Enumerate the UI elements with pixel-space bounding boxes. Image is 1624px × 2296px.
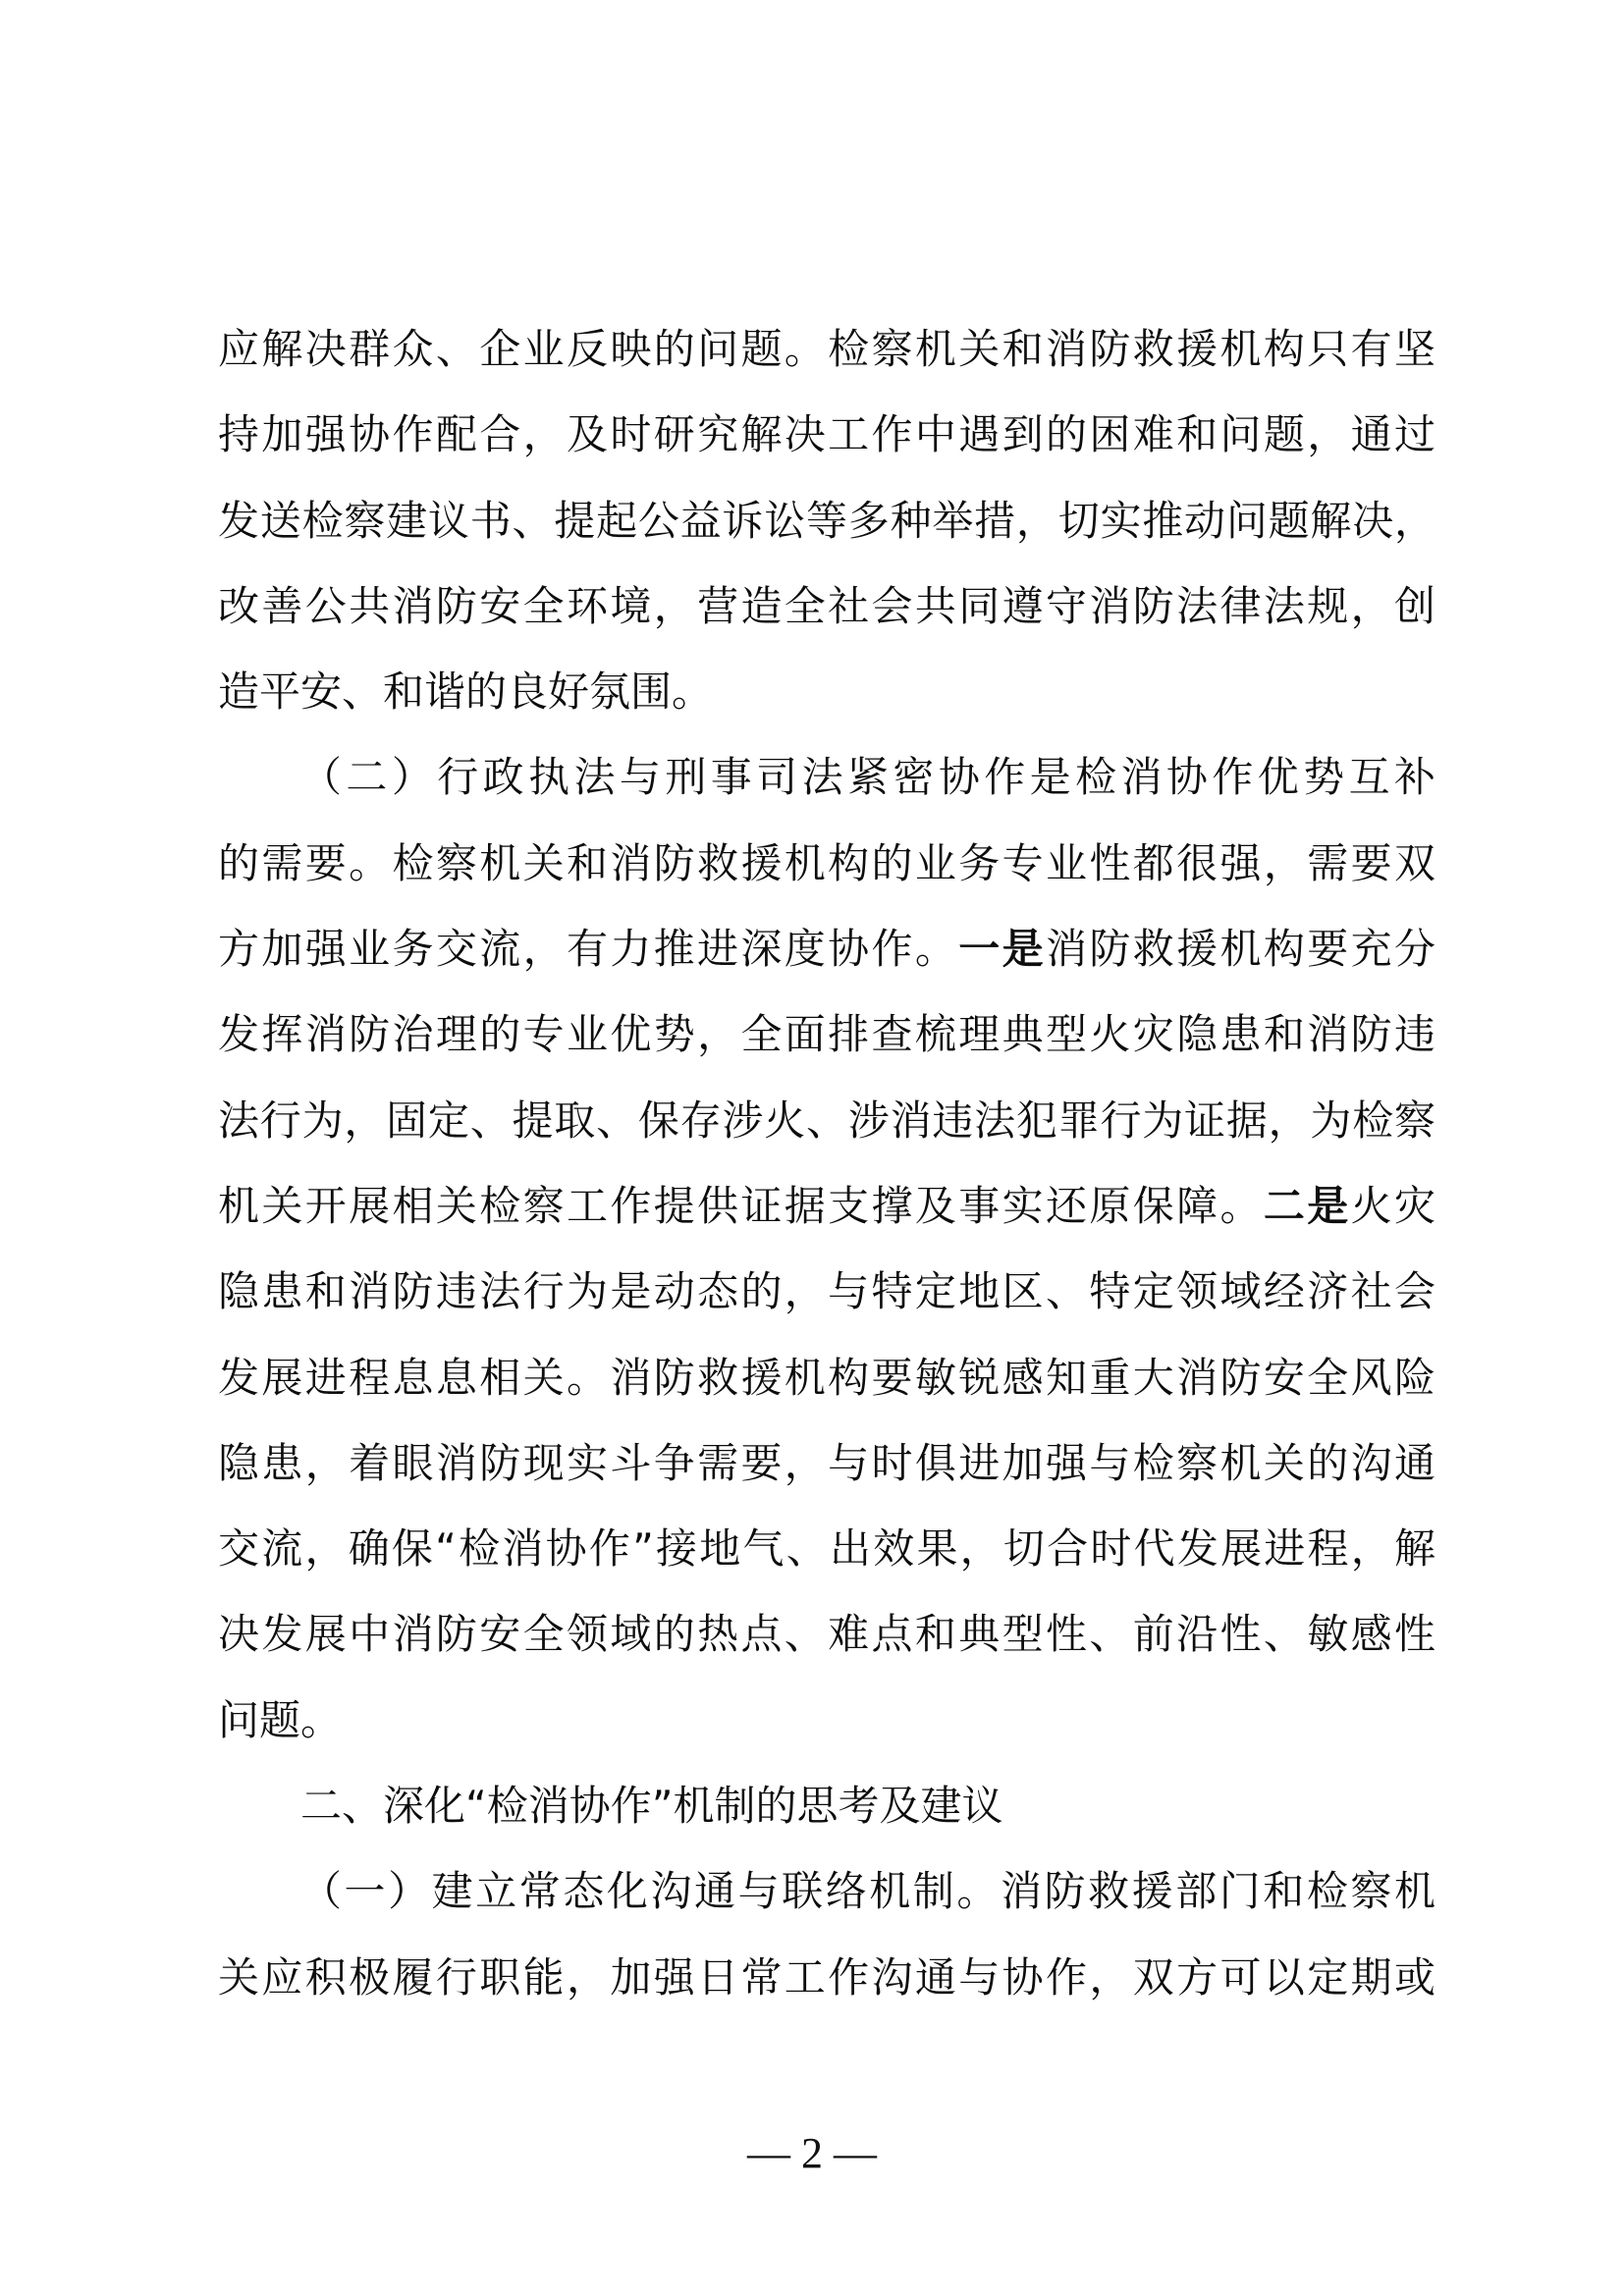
text-line: 发挥消防治理的专业优势，全面排查梳理典型火灾隐患和消防违: [218, 1010, 1435, 1059]
text-line: 的需要。检察机关和消防救援机构的业务专业性都很强，需要双: [218, 838, 1435, 887]
text-line: 改善公共消防安全环境，营造全社会共同遵守消防法律法规，创: [218, 581, 1435, 630]
section-heading: 二、深化“检消协作”机制的思考及建议: [300, 1782, 1003, 1831]
page-number: — 2 —: [747, 2129, 877, 2177]
text-line: 应解决群众、企业反映的问题。检察机关和消防救援机构只有坚: [218, 325, 1435, 373]
text-line: 持加强协作配合，及时研究解决工作中遇到的困难和问题，通过: [218, 410, 1435, 459]
text-line: 法行为，固定、提取、保存涉火、涉消违法犯罪行为证据，为检察: [218, 1095, 1435, 1145]
text-line: 造平安、和谐的良好氛围。: [218, 667, 714, 717]
text-segment: 方加强业务交流，有力推进深度协作。: [218, 925, 959, 974]
text-line: 隐患和消防违法行为是动态的，与特定地区、特定领域经济社会: [218, 1267, 1435, 1316]
text-segment: 消防救援机构要充分: [1046, 925, 1435, 974]
text-line: 隐患，着眼消防现实斗争需要，与时俱进加强与检察机关的沟通: [218, 1438, 1435, 1487]
emphasis-text: 一是: [958, 925, 1047, 974]
emphasis-text: 二是: [1263, 1181, 1351, 1230]
body-text: [218, 306, 1435, 2020]
text-line: 关应积极履行职能，加强日常工作沟通与协作，双方可以定期或: [218, 1952, 1435, 2002]
text-line: 发送检察建议书、提起公益诉讼等多种举措，切实推动问题解决，: [218, 496, 1435, 545]
text-line: 交流，确保“检消协作”接地气、出效果，切合时代发展进程，解: [218, 1524, 1435, 1574]
text-line: 发展进程息息相关。消防救援机构要敏锐感知重大消防安全风险: [218, 1353, 1435, 1402]
paragraph: [218, 1848, 1435, 2020]
text-line: 问题。: [218, 1695, 343, 1744]
text-line: [218, 1163, 1435, 1249]
text-line: （二）行政执法与刑事司法紧密协作是检消协作优势互补: [300, 753, 1435, 802]
text-segment: 机关开展相关检察工作提供证据支撑及事实还原保障。: [218, 1181, 1264, 1230]
text-line: [218, 906, 1435, 991]
text-segment: 火灾: [1350, 1181, 1435, 1230]
paragraph: [218, 734, 1435, 1763]
text-line: （一）建立常态化沟通与联络机制。消防救援部门和检察机: [300, 1867, 1435, 1916]
paragraph: [218, 306, 1435, 734]
text-line: 决发展中消防安全领域的热点、难点和典型性、前沿性、敏感性: [218, 1610, 1435, 1659]
